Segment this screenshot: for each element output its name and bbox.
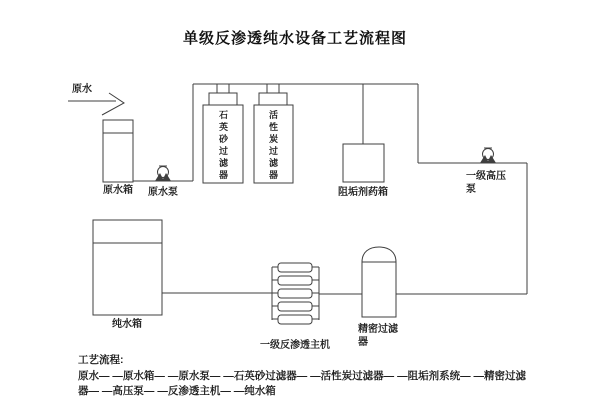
ro-unit-label: 一级反渗透主机 <box>260 340 330 351</box>
raw-water-tank-label: 原水箱 <box>103 185 133 196</box>
precision-filter-label: 精密过滤器 <box>358 324 398 348</box>
feed-arrow-icon <box>68 93 124 115</box>
high-pressure-pump-label: 一级高压泵 <box>466 171 506 195</box>
dosing-tank-shape <box>343 144 384 182</box>
feed-water-label: 原水 <box>72 84 92 95</box>
pure-water-tank-shape <box>93 220 162 315</box>
activated-carbon-filter-label: 活性炭过滤器 <box>268 110 278 182</box>
process-flow-line-1: 原水— —原水箱— —原水泵— —石英砂过滤器— —活性炭过滤器— —阻垢剂系统— —精密过滤 <box>78 370 527 382</box>
process-flow-heading: 工艺流程: <box>78 354 124 366</box>
quartz-sand-filter-label: 石英砂过滤器 <box>218 110 228 182</box>
high-pressure-pump-icon <box>480 148 496 163</box>
raw-water-pump-icon <box>155 166 171 181</box>
raw-water-tank-shape <box>103 120 133 182</box>
ro-unit-shape <box>272 263 319 324</box>
precision-filter-shape <box>362 247 396 317</box>
raw-water-pump-label: 原水泵 <box>148 187 178 198</box>
page-title: 单级反渗透纯水设备工艺流程图 <box>182 30 407 47</box>
dosing-tank-label: 阻垢剂药箱 <box>338 187 388 198</box>
pure-water-tank-label: 纯水箱 <box>112 319 142 330</box>
process-flow-line-2: 器— —高压泵— —反渗透主机— —纯水箱 <box>78 385 276 397</box>
